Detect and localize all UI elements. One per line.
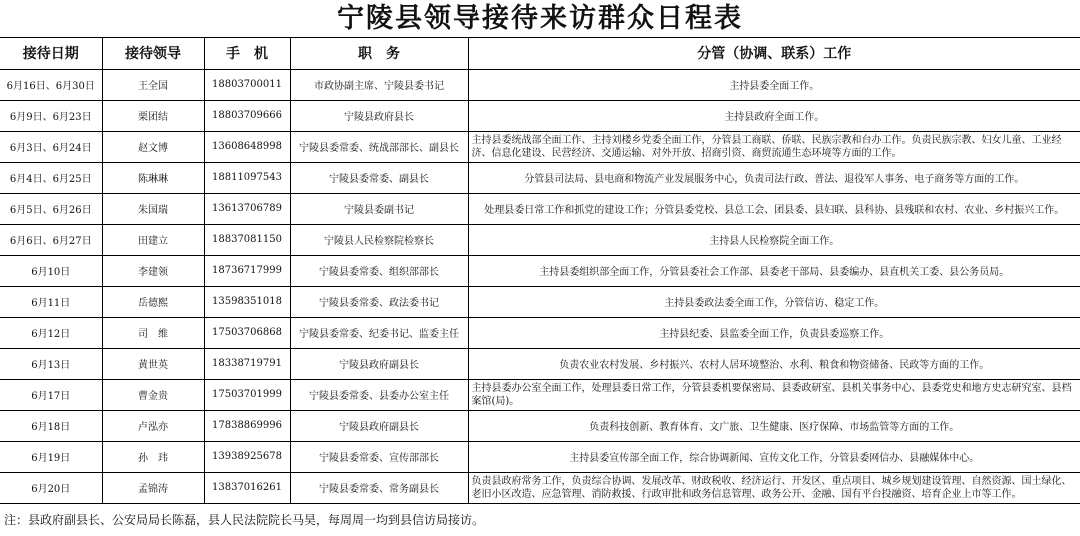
table-row (0, 441, 1080, 472)
date-cell: 6月11日 (0, 286, 102, 317)
schedule-table (0, 38, 1080, 504)
table-row (0, 410, 1080, 441)
phone-cell: 18338719791 (204, 348, 290, 379)
table-row (0, 131, 1080, 162)
date-cell: 6月20日 (0, 472, 102, 503)
leader-cell: 李建领 (102, 255, 204, 286)
position-cell: 宁陵县委常委、常务副县长 (290, 472, 468, 503)
header-row (0, 38, 1080, 69)
leader-cell: 孙 玮 (102, 441, 204, 472)
table-row (0, 193, 1080, 224)
position-cell: 宁陵县人民检察院检察长 (290, 224, 468, 255)
leader-cell: 王全国 (102, 69, 204, 100)
phone-cell: 18803709666 (204, 100, 290, 131)
position-cell: 宁陵县政府副县长 (290, 410, 468, 441)
position-cell: 宁陵县政府副县长 (290, 348, 468, 379)
duties-cell: 处理县委日常工作和抓党的建设工作；分管县委党校、县总工会、团县委、县妇联、县科协、县残联和农村、农业、乡村振兴工作。 (468, 193, 1080, 224)
date-cell: 6月19日 (0, 441, 102, 472)
position-cell: 宁陵县委常委、纪委书记、监委主任 (290, 317, 468, 348)
position-cell: 宁陵县委常委、组织部部长 (290, 255, 468, 286)
date-cell: 6月10日 (0, 255, 102, 286)
duties-cell: 主持县纪委、县监委全面工作，负责县委巡察工作。 (468, 317, 1080, 348)
leader-cell: 司 维 (102, 317, 204, 348)
phone-cell: 18736717999 (204, 255, 290, 286)
header-leader: 接待领导 (102, 38, 204, 69)
date-cell: 6月16日、6月30日 (0, 69, 102, 100)
phone-cell: 13837016261 (204, 472, 290, 503)
leader-cell: 陈琳琳 (102, 162, 204, 193)
table-row (0, 317, 1080, 348)
position-cell: 宁陵县政府县长 (290, 100, 468, 131)
position-cell: 宁陵县委常委、政法委书记 (290, 286, 468, 317)
phone-cell: 13598351018 (204, 286, 290, 317)
position-cell: 宁陵县委副书记 (290, 193, 468, 224)
header-phone: 手 机 (204, 38, 290, 69)
table-row (0, 348, 1080, 379)
phone-cell: 13938925678 (204, 441, 290, 472)
schedule-rows (0, 69, 1080, 503)
date-cell: 6月18日 (0, 410, 102, 441)
duties-cell: 主持县人民检察院全面工作。 (468, 224, 1080, 255)
date-cell: 6月6日、6月27日 (0, 224, 102, 255)
duties-cell: 主持县委统战部全面工作、主持刘楼乡党委全面工作，分管县工商联、侨联、民族宗教和台办工作。负责民族宗教、妇女儿童、工业经济、信息化建设、民营经济、交通运输、对外开放、招商引资、商贸流通生态环境等方面的工作。 (468, 131, 1080, 162)
phone-cell: 18811097543 (204, 162, 290, 193)
duties-cell: 主持县委政法委全面工作，分管信访、稳定工作。 (468, 286, 1080, 317)
date-cell: 6月5日、6月26日 (0, 193, 102, 224)
leader-cell: 孟锦涛 (102, 472, 204, 503)
header-date: 接待日期 (0, 38, 102, 69)
leader-cell: 赵文博 (102, 131, 204, 162)
position-cell: 宁陵县委常委、县委办公室主任 (290, 379, 468, 410)
leader-cell: 田建立 (102, 224, 204, 255)
duties-cell: 主持县委办公室全面工作，处理县委日常工作，分管县委机要保密局、县委政研室、县机关事务中心、县委党史和地方史志研究室、县档案馆(局)。 (468, 379, 1080, 410)
header-position: 职 务 (290, 38, 468, 69)
table-row (0, 224, 1080, 255)
leader-cell: 曹金贵 (102, 379, 204, 410)
table-row (0, 69, 1080, 100)
table-row (0, 255, 1080, 286)
table-row (0, 162, 1080, 193)
leader-cell: 卢泓亦 (102, 410, 204, 441)
duties-cell: 分管县司法局、县电商和物流产业发展服务中心，负责司法行政、普法、退役军人事务、电子商务等方面的工作。 (468, 162, 1080, 193)
position-cell: 市政协副主席、宁陵县委书记 (290, 69, 468, 100)
header-duties: 分管（协调、联系）工作 (468, 38, 1080, 69)
duties-cell: 负责科技创新、教育体育、文广旅、卫生健康、医疗保障、市场监管等方面的工作。 (468, 410, 1080, 441)
date-cell: 6月3日、6月24日 (0, 131, 102, 162)
page-title: 宁陵县领导接待来访群众日程表 (0, 0, 1080, 38)
leader-cell: 岳德熙 (102, 286, 204, 317)
footnote: 注：县政府副县长、公安局局长陈磊，县人民法院院长马昊，每周周一均到县信访局接访。 (4, 512, 485, 527)
position-cell: 宁陵县委常委、统战部部长、副县长 (290, 131, 468, 162)
date-cell: 6月4日、6月25日 (0, 162, 102, 193)
duties-cell: 主持县委组织部全面工作，分管县委社会工作部、县委老干部局、县委编办、县直机关工委、县公务员局。 (468, 255, 1080, 286)
phone-cell: 17503706868 (204, 317, 290, 348)
table-row (0, 100, 1080, 131)
duties-cell: 主持县委宣传部全面工作，综合协调新闻、宣传文化工作，分管县委网信办、县融媒体中心。 (468, 441, 1080, 472)
position-cell: 宁陵县委常委、宣传部部长 (290, 441, 468, 472)
date-cell: 6月9日、6月23日 (0, 100, 102, 131)
date-cell: 6月13日 (0, 348, 102, 379)
phone-cell: 13613706789 (204, 193, 290, 224)
date-cell: 6月17日 (0, 379, 102, 410)
phone-cell: 17503701999 (204, 379, 290, 410)
leader-cell: 朱国瑞 (102, 193, 204, 224)
duties-cell: 主持县委全面工作。 (468, 69, 1080, 100)
phone-cell: 17838869996 (204, 410, 290, 441)
date-cell: 6月12日 (0, 317, 102, 348)
table-row (0, 472, 1080, 503)
leader-cell: 栗团结 (102, 100, 204, 131)
duties-cell: 负责农业农村发展、乡村振兴、农村人居环境整治、水利、粮食和物资储备、民政等方面的工作。 (468, 348, 1080, 379)
table-row (0, 379, 1080, 410)
position-cell: 宁陵县委常委、副县长 (290, 162, 468, 193)
duties-cell: 主持县政府全面工作。 (468, 100, 1080, 131)
phone-cell: 18837081150 (204, 224, 290, 255)
table-row (0, 286, 1080, 317)
duties-cell: 负责县政府常务工作，负责综合协调、发展改革、财政税收、经济运行、开发区、重点项目、城乡规划建设管理、自然资源、国土绿化、老旧小区改造、应急管理、消防救援、行政审批和政务信息管理、政务公开、金融、国有平台投融资、培育企业上市等工作。 (468, 472, 1080, 503)
leader-cell: 黄世英 (102, 348, 204, 379)
phone-cell: 18803700011 (204, 69, 290, 100)
phone-cell: 13608648998 (204, 131, 290, 162)
